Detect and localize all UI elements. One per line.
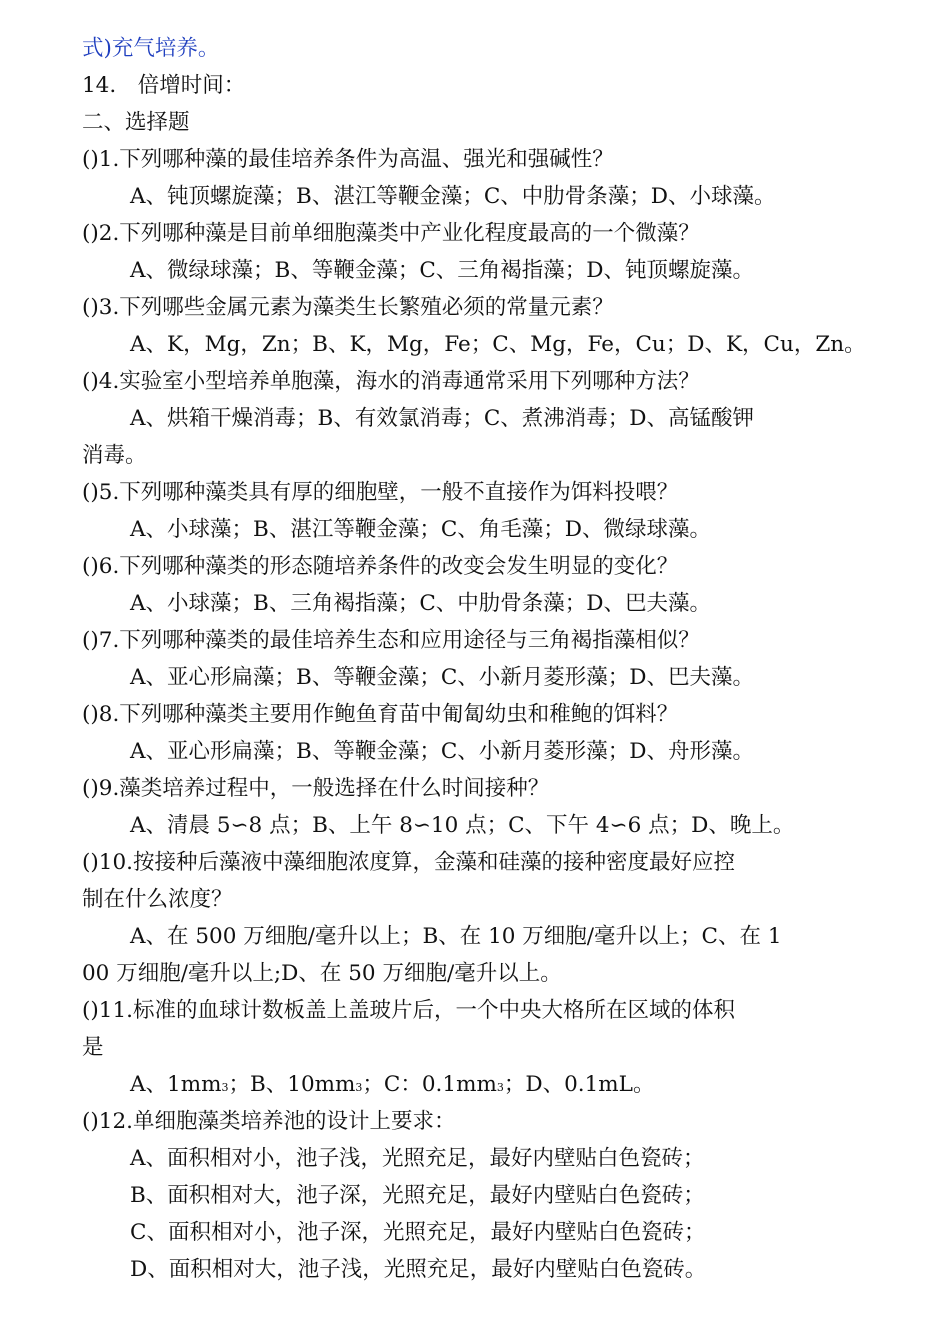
question-9-options: A、清晨 5∽8 点；B、上午 8∽10 点；C、下午 4∽6 点；D、晚上。 [130, 813, 795, 838]
item-14: 14. 倍增时间： [82, 73, 246, 98]
question-12-option-a: A、面积相对小，池子浅，光照充足，最好内壁贴白色瓷砖； [130, 1146, 705, 1171]
question-12: ()12.单细胞藻类培养池的设计上要求： [82, 1109, 456, 1134]
question-4-options-cont: 消毒。 [82, 443, 147, 468]
question-4: ()4.实验室小型培养单胞藻，海水的消毒通常采用下列哪种方法？ [82, 369, 700, 394]
question-12-option-d: D、面积相对大，池子浅，光照充足，最好内壁贴白色瓷砖。 [130, 1257, 707, 1282]
question-3: ()3.下列哪些金属元素为藻类生长繁殖必须的常量元素？ [82, 295, 614, 320]
question-11: ()11.标准的血球计数板盖上盖玻片后，一个中央大格所在区域的体积 [82, 998, 735, 1023]
question-4-options: A、烘箱干燥消毒；B、有效氯消毒；C、煮沸消毒；D、高锰酸钾 [130, 406, 755, 431]
question-11-cont: 是 [82, 1035, 104, 1060]
question-2: ()2.下列哪种藻是目前单细胞藻类中产业化程度最高的一个微藻？ [82, 221, 700, 246]
question-10-cont: 制在什么浓度？ [82, 887, 233, 912]
question-12-option-b: B、面积相对大，池子深，光照充足，最好内壁贴白色瓷砖； [130, 1183, 705, 1208]
question-5-options: A、小球藻；B、湛江等鞭金藻；C、角毛藻；D、微绿球藻。 [130, 517, 712, 542]
q11-option-d: ；D、0.1mL。 [503, 1072, 655, 1097]
q11-option-b-exp: 3 [355, 1081, 363, 1094]
question-2-options: A、微绿球藻；B、等鞭金藻；C、三角褐指藻；D、钝顶螺旋藻。 [130, 258, 755, 283]
q11-option-b: ；B、10mm [228, 1072, 356, 1097]
document-page [82, 30, 872, 1288]
section-heading: 二、选择题 [82, 110, 190, 135]
continued-text: 式)充气培养。 [82, 36, 220, 61]
question-6-options: A、小球藻；B、三角褐指藻；C、中肋骨条藻；D、巴夫藻。 [130, 591, 712, 616]
question-7-options: A、亚心形扁藻；B、等鞭金藻；C、小新月菱形藻；D、巴夫藻。 [130, 665, 755, 690]
question-3-options: A、K，Mg，Zn；B、K，Mg，Fe；C、Mg，Fe，Cu；D、K，Cu，Zn。 [130, 332, 866, 357]
q11-option-c-exp: 3 [496, 1081, 504, 1094]
question-5: ()5.下列哪种藻类具有厚的细胞壁，一般不直接作为饵料投喂？ [82, 480, 679, 505]
question-1-options: A、钝顶螺旋藻；B、湛江等鞭金藻；C、中肋骨条藻；D、小球藻。 [130, 184, 776, 209]
q11-option-c: ；C：0.1mm [362, 1072, 497, 1097]
question-10: ()10.按接种后藻液中藻细胞浓度算，金藻和硅藻的接种密度最好应控 [82, 850, 735, 875]
q11-option-a: A、1mm [130, 1072, 222, 1097]
question-7: ()7.下列哪种藻类的最佳培养生态和应用途径与三角褐指藻相似？ [82, 628, 700, 653]
question-8-options: A、亚心形扁藻；B、等鞭金藻；C、小新月菱形藻；D、舟形藻。 [130, 739, 755, 764]
question-12-option-c: C、面积相对小，池子深，光照充足，最好内壁贴白色瓷砖； [130, 1220, 706, 1245]
question-6: ()6.下列哪种藻类的形态随培养条件的改变会发生明显的变化？ [82, 554, 679, 579]
question-10-options-cont: 00 万细胞/毫升以上;D、在 50 万细胞/毫升以上。 [82, 961, 562, 986]
question-10-options: A、在 500 万细胞/毫升以上；B、在 10 万细胞/毫升以上；C、在 1 [130, 924, 782, 949]
question-11-options [82, 1066, 872, 1103]
question-9: ()9.藻类培养过程中，一般选择在什么时间接种？ [82, 776, 550, 801]
q11-option-a-exp: 3 [221, 1081, 229, 1094]
question-1: ()1.下列哪种藻的最佳培养条件为高温、强光和强碱性？ [82, 147, 614, 172]
question-8: ()8.下列哪种藻类主要用作鲍鱼育苗中匍匐幼虫和稚鲍的饵料？ [82, 702, 679, 727]
